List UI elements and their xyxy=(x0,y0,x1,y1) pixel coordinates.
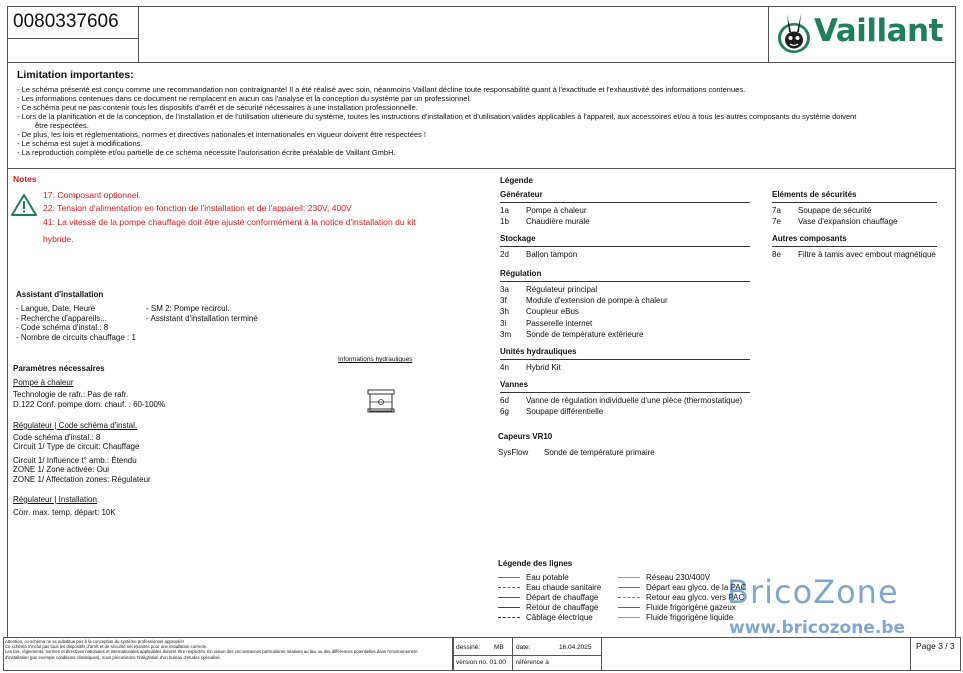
footer-disclaimer xyxy=(5,639,451,660)
assistant-item: - Recherche d'appareils... xyxy=(16,313,107,323)
legend-item: 8e Filtre à tamis avec embout magnétique xyxy=(772,249,936,259)
line-legend-label: Câblage électrique xyxy=(526,613,593,622)
params-group xyxy=(13,378,165,410)
line-legend-label: Réseau 230/400V xyxy=(646,573,711,582)
line-sample xyxy=(618,587,640,588)
line-sample xyxy=(498,587,520,588)
assistant-item: - Code schéma d'instal.: 8 xyxy=(16,323,109,333)
header-middle-box xyxy=(138,6,769,63)
line-legend-label: Fluide frigorigène liquide xyxy=(646,613,734,622)
line-sample xyxy=(498,607,520,608)
line-legend-label: Départ de chauffage xyxy=(526,593,599,602)
limitation-line: - Les informations contenues dans ce document ne remplacent en aucun cas l'analyse et la conception du système par un professionnel. xyxy=(17,94,472,103)
legend-item: 1a Pompe à chaleur xyxy=(500,205,587,215)
legend-section-generateur xyxy=(500,190,750,227)
drawn-value: MB xyxy=(494,644,504,651)
notes-list xyxy=(43,189,416,247)
hydraulic-kit-icon xyxy=(366,389,396,413)
line-legend-label: Fluide frigorigène gazeux xyxy=(646,603,736,612)
hare-icon xyxy=(776,10,812,54)
params-line: Circuit 1/ Influence t° amb.: Étendu xyxy=(13,455,137,465)
watermark-name: BricoZone xyxy=(727,573,899,611)
limitations-title: Limitation importantes: xyxy=(17,69,134,81)
hydraulic-info-label: Informations hydrauliques xyxy=(338,356,413,363)
reference-label: référence à xyxy=(516,659,549,666)
line-sample xyxy=(618,617,640,618)
legend-item: 4n Hybrid Kit xyxy=(500,362,561,372)
params-line: Code schéma d'instal.: 8 xyxy=(13,432,101,442)
legend-item: 3m Sonde de température extérieure xyxy=(500,329,644,339)
line-legend-item xyxy=(498,593,601,603)
legend-section-heading: Vannes xyxy=(500,380,750,393)
params-group-heading: Régulateur | Installation xyxy=(13,495,97,504)
limitation-line: - Ce schéma peut ne pas contenir tous les dispositifs d'arrêt et de sécurité nécessaires à une installation professionnelle. xyxy=(17,103,418,112)
disclaimer-line: Attention, ce schéma ne se substitue pas à la conception du système professionnel approprié! xyxy=(5,639,184,644)
version-label: version no. 01.00 xyxy=(456,659,506,666)
limitation-line: - Le schéma est sujet à modifications. xyxy=(17,139,143,148)
legend-section-stockage xyxy=(500,234,750,260)
params-line: Corr. max. temp. départ: 10K xyxy=(13,507,116,517)
params-line: Technologie de rafr.: Pas de rafr. xyxy=(13,389,129,399)
line-sample xyxy=(498,617,520,618)
legend-section-vannes xyxy=(500,380,750,417)
line-legend-label: Eau chaude sanitaire xyxy=(526,583,602,592)
watermark-url: www.bricozone.be xyxy=(729,618,905,638)
legend-item: 3a Régulateur principal xyxy=(500,284,598,294)
legend-item: 1b Chaudière murale xyxy=(500,216,590,226)
params-group xyxy=(13,421,151,485)
limitation-line: être respectées. xyxy=(35,121,89,130)
assistant-item: - Langue, Date, Heure xyxy=(16,304,96,313)
page-number: Page 3 / 3 xyxy=(916,641,955,651)
notes-title: Notes xyxy=(13,174,37,184)
legend-item: 7e Vase d'expansion chauffage xyxy=(772,216,898,226)
line-legend-item xyxy=(498,613,601,623)
disclaimer-line: d'installation (par exemple conditions climatiques), nous préconisons l'intégration d'un bureau d'études spécialisé. xyxy=(5,654,221,660)
doc-number: 0080337606 xyxy=(13,11,119,32)
note-item: 17: Composant optionnel. xyxy=(43,190,141,200)
disclaimer-line: Ce schéma n'inclut pas tous les dispositifs d'arrêt et de sécurité nécessaires pour une installation correcte. xyxy=(5,644,208,650)
params-group xyxy=(13,495,116,517)
legend-section-autres xyxy=(772,234,937,260)
legend-item: 2d Ballon tampon xyxy=(500,249,578,259)
legend-section-heading: Unités hydrauliques xyxy=(500,347,750,360)
logo-text: Vaillant xyxy=(814,13,943,49)
date-value: 16.04.2025 xyxy=(559,644,592,651)
legend-section-unites xyxy=(500,347,750,373)
legend-section-sensors xyxy=(498,432,748,458)
line-sample xyxy=(618,597,640,598)
line-legend-title: Légende des lignes xyxy=(498,559,573,568)
legend-section-heading: Générateur xyxy=(500,190,750,203)
params-group-heading: Pompe à chaleur xyxy=(13,378,74,387)
limitations-list xyxy=(17,85,947,157)
line-sample xyxy=(618,607,640,608)
params-line: Circuit 1/ Type de circuit: Chauffage xyxy=(13,442,140,452)
limitation-line: - De plus, les lois et réglementations, normes et directives nationales et internationales en vigueur doivent être respectées ! xyxy=(17,130,426,139)
legend-item: 6g Soupape différentielle xyxy=(500,406,604,416)
legend-section-heading: Autres composants xyxy=(772,234,937,247)
params-line: D.122 Conf. pompe dom. chauf. : 60-100% xyxy=(13,400,166,410)
legend-item: 3i Passerelle internet xyxy=(500,318,593,328)
legend-section-heading: Stockage xyxy=(500,234,750,247)
note-item: hybride. xyxy=(43,234,74,245)
line-sample xyxy=(498,577,520,578)
limitation-line: - Le schéma présenté est conçu comme une recommandation non contraignante! Il a été réalisé avec soin, néanmoins Vaillant décline toute responsabilité quant à l'exactitude et l'exhaustivité des informations contenues. xyxy=(17,85,746,94)
line-legend-label: Retour de chauffage xyxy=(526,603,599,612)
assistant-item: - Assistant d'installation terminé xyxy=(146,313,258,323)
doc-number-divider xyxy=(7,38,139,39)
line-legend-item xyxy=(498,573,601,583)
params-line: ZONE 1/ Affectation zones: Régulateur xyxy=(13,474,151,484)
line-sample xyxy=(498,597,520,598)
limitation-line: - Lors de la planification et de la conception, de l'installation et de l'utilisation ultérieure du système, toutes les instructions d'installation et d'utilisation valides applicables à l'appareil, aux accessoires et/ou à tous les autres composants du système doivent xyxy=(17,112,857,121)
legend-section-regulation xyxy=(500,269,750,340)
legend-item: SysFlow Sonde de température primaire xyxy=(498,447,655,457)
footer-blank-cell xyxy=(601,637,911,671)
assistant-item: - SM 2: Pompe recircul. xyxy=(146,304,230,313)
line-legend-label: Eau potable xyxy=(526,573,569,582)
params-group-heading: Régulateur | Code schéma d'instal. xyxy=(13,421,138,430)
date-label: date: xyxy=(516,644,531,651)
legend-item: 3f Module d'extension de pompe à chaleur xyxy=(500,295,668,305)
disclaimer-line: Les lois, règlements, normes et directives nationales et internationales applicables doivent être respectés. En raison des circonstances particulières relatives au lieu ou des différences potentielles dans l'environnement xyxy=(5,649,418,655)
assistant-col1 xyxy=(16,304,136,342)
note-item: 22: Tension d'alimentation en fonction de l'installation et de l'appareil: 230V, 400V xyxy=(43,203,352,214)
assistant-col2 xyxy=(146,304,258,323)
line-legend-label: Retour eau glyco. vers PAC xyxy=(646,593,745,602)
legend-section-heading: Eléments de sécurités xyxy=(772,190,937,203)
line-legend-left xyxy=(498,573,601,623)
legend-left-column xyxy=(500,190,750,417)
line-sample xyxy=(618,577,640,578)
line-legend-label: Départ eau glyco. de la PAC xyxy=(646,583,747,592)
legend-item: 6d Vanne de régulation individuelle d'une pièce (thermostatique) xyxy=(500,395,743,405)
section-divider xyxy=(7,168,956,169)
legend-section-heading: Capeurs VR10 xyxy=(498,432,553,441)
line-legend-item xyxy=(498,603,601,613)
drawn-label: dessiné: xyxy=(456,644,481,651)
legend-section-securites xyxy=(772,190,937,227)
legend-item: 3h Coupleur eBus xyxy=(500,307,579,317)
vaillant-logo xyxy=(776,10,951,55)
legend-title: Légende xyxy=(500,176,533,185)
params-title: Paramètres nécessaires xyxy=(13,364,105,373)
line-legend-item xyxy=(498,583,601,593)
assistant-title: Assistant d'installation xyxy=(16,290,104,299)
legend-right-column xyxy=(772,190,937,260)
legend-item: 7a Soupape de sécurité xyxy=(772,205,872,215)
warning-icon xyxy=(11,194,37,216)
assistant-item: - Nombre de circuits chauffage : 1 xyxy=(16,332,136,342)
legend-section-heading: Régulation xyxy=(500,269,750,282)
limitation-line: - La reproduction complète et/ou partielle de ce schéma nécessite l'autorisation écrite préalable de Vaillant GmbH. xyxy=(17,148,396,157)
line-legend-item xyxy=(618,613,746,623)
note-item: 41: La vitesse de la pompe chauffage doit être ajusté conformément à la notice d'installation du kit xyxy=(43,216,416,227)
params-line: ZONE 1/ Zone activée: Oui xyxy=(13,465,110,475)
